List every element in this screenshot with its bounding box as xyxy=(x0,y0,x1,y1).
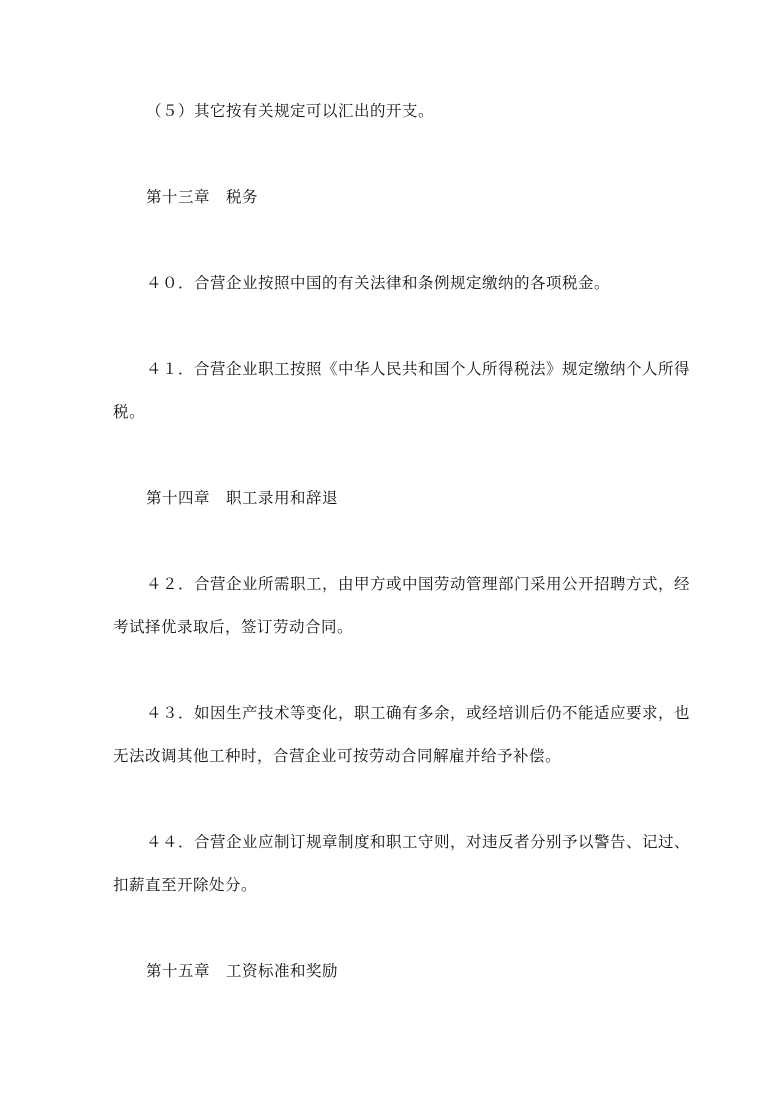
article-43-line-2: 无法改调其他工种时，合营企业可按劳动合同解雇并给予补偿。 xyxy=(113,747,562,765)
article-44-line-2: 扣薪直至开除处分。 xyxy=(113,876,258,894)
chapter-13-heading: 第十三章 税务 xyxy=(146,188,259,206)
article-41-line-2: 税。 xyxy=(113,403,146,421)
article-41-line-1: ４１．合营企业职工按照《中华人民共和国个人所得税法》规定缴纳个人所得 xyxy=(146,360,691,378)
paragraph-item-5: （５）其它按有关规定可以汇出的开支。 xyxy=(146,102,435,120)
article-42-line-1: ４２．合营企业所需职工，由甲方或中国劳动管理部门采用公开招聘方式，经 xyxy=(146,575,691,593)
article-42-line-2: 考试择优录取后，签订劳动合同。 xyxy=(113,618,354,636)
chapter-15-heading: 第十五章 工资标准和奖励 xyxy=(146,962,339,980)
chapter-14-heading: 第十四章 职工录用和辞退 xyxy=(146,489,339,507)
article-43-line-1: ４３．如因生产技术等变化，职工确有多余，或经培训后仍不能适应要求，也 xyxy=(146,704,691,722)
article-44-line-1: ４４．合营企业应制订规章制度和职工守则，对违反者分别予以警告、记过、 xyxy=(146,833,691,851)
article-40: ４０．合营企业按照中国的有关法律和条例规定缴纳的各项税金。 xyxy=(146,274,611,292)
